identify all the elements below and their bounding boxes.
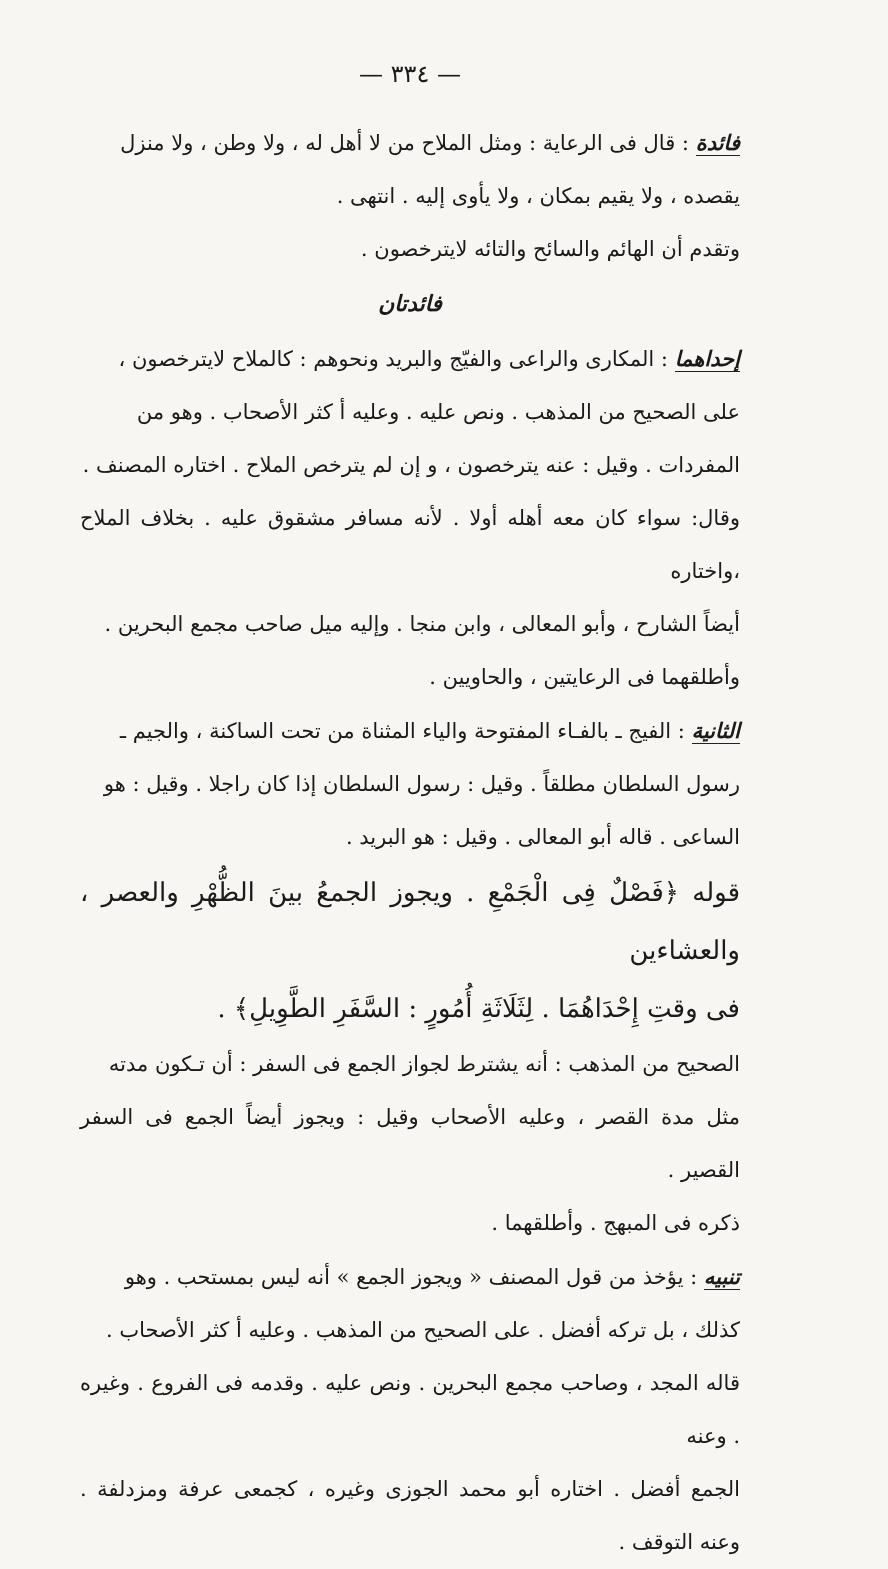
- text-line: وتقدم أن الهائم والسائح والتائه لايترخصون .: [360, 237, 740, 261]
- paragraph-sahih: [80, 1038, 740, 1250]
- paragraph-quote: [80, 864, 740, 1038]
- text-line: : يؤخذ من قول المصنف « ويجوز الجمع » أنه ليس بمستحب . وهو: [124, 1265, 698, 1289]
- paragraph-lead: تنبيه: [703, 1264, 740, 1289]
- text-line: الجمع أفضل . اختاره أبو محمد الجوزى وغيره ، كجمعى عرفة ومزدلفة . وعنه التوقف .: [80, 1477, 740, 1554]
- text-line: : الفيج ـ بالفـاء المفتوحة والياء المثناة من تحت الساكنة ، والجيم ـ: [119, 719, 685, 743]
- paragraph-tanbih: [80, 1250, 740, 1569]
- text-line: الساعى . قاله أبو المعالى . وقيل : هو البريد .: [345, 825, 740, 849]
- text-line: المفردات . وقيل : عنه يترخصون ، و إن لم يترخص الملاح . اختاره المصنف .: [82, 453, 740, 477]
- text-line: الصحيح من المذهب : أنه يشترط لجواز الجمع فى السفر : أن تـكون مدته: [108, 1052, 740, 1076]
- text-line: رسول السلطان مطلقاً . وقيل : رسول السلطان إذا كان راجلا . وقيل : هو: [103, 772, 740, 796]
- section-heading: فائدتان: [378, 291, 442, 317]
- text-line: قاله المجد ، وصاحب مجمع البحرين . ونص عليه . وقدمه فى الفروع . وغيره . وعنه: [80, 1371, 740, 1448]
- paragraph-lead: فائدة: [695, 130, 740, 155]
- paragraph-thaniya: [80, 704, 740, 864]
- text-line: يقصده ، ولا يقيم بمكان ، ولا يأوى إليه . انتهى .: [336, 184, 740, 208]
- text-line: وقال: سواء كان معه أهله أولا . لأنه مسافر مشقوق عليه . بخلاف الملاح ،واختاره: [80, 506, 740, 583]
- paragraph-faida: [80, 116, 740, 223]
- paragraph-taqaddam: [80, 223, 740, 276]
- text-line: مثل مدة القصر ، وعليه الأصحاب وقيل : ويجوز أيضاً الجمع فى السفر القصير .: [80, 1105, 740, 1182]
- text-line: فى وقتِ إِحْدَاهُمَا . لِثَلَاثَةِ أُمُورٍ : السَّفَرِ الطَّوِيلِ﴾ .: [217, 994, 740, 1024]
- text-line: قوله ﴿فَصْلٌ فِى الْجَمْعِ . ويجوز الجمعُ بينَ الظُّهْرِ والعصر ، والعشاءين: [80, 878, 740, 966]
- text-line: وأطلقهما فى الرعايتين ، والحاويين .: [429, 665, 740, 689]
- text-line: على الصحيح من المذهب . ونص عليه . وعليه أ كثر الأصحاب . وهو من: [136, 400, 740, 424]
- text-line: كذلك ، بل تركه أفضل . على الصحيح من المذهب . وعليه أ كثر الأصحاب .: [105, 1318, 740, 1342]
- paragraph-ihdahuma: [80, 332, 740, 704]
- paragraph-lead: الثانية: [691, 718, 740, 743]
- page-number: — ٣٣٤ —: [359, 60, 461, 88]
- text-line: ذكره فى المبهج . وأطلقهما .: [491, 1211, 740, 1235]
- page: [80, 60, 740, 1569]
- text-line: : المكارى والراعى والفيّج والبريد ونحوهم : كالملاح لايترخصون ،: [118, 347, 669, 371]
- paragraph-lead: إحداهما: [674, 346, 740, 371]
- text-line: : قال فى الرعاية : ومثل الملاح من لا أهل له ، ولا وطن ، ولا منزل: [120, 131, 689, 155]
- text-line: أيضاً الشارح ، وأبو المعالى ، وابن منجا . وإليه ميل صاحب مجمع البحرين .: [104, 612, 740, 636]
